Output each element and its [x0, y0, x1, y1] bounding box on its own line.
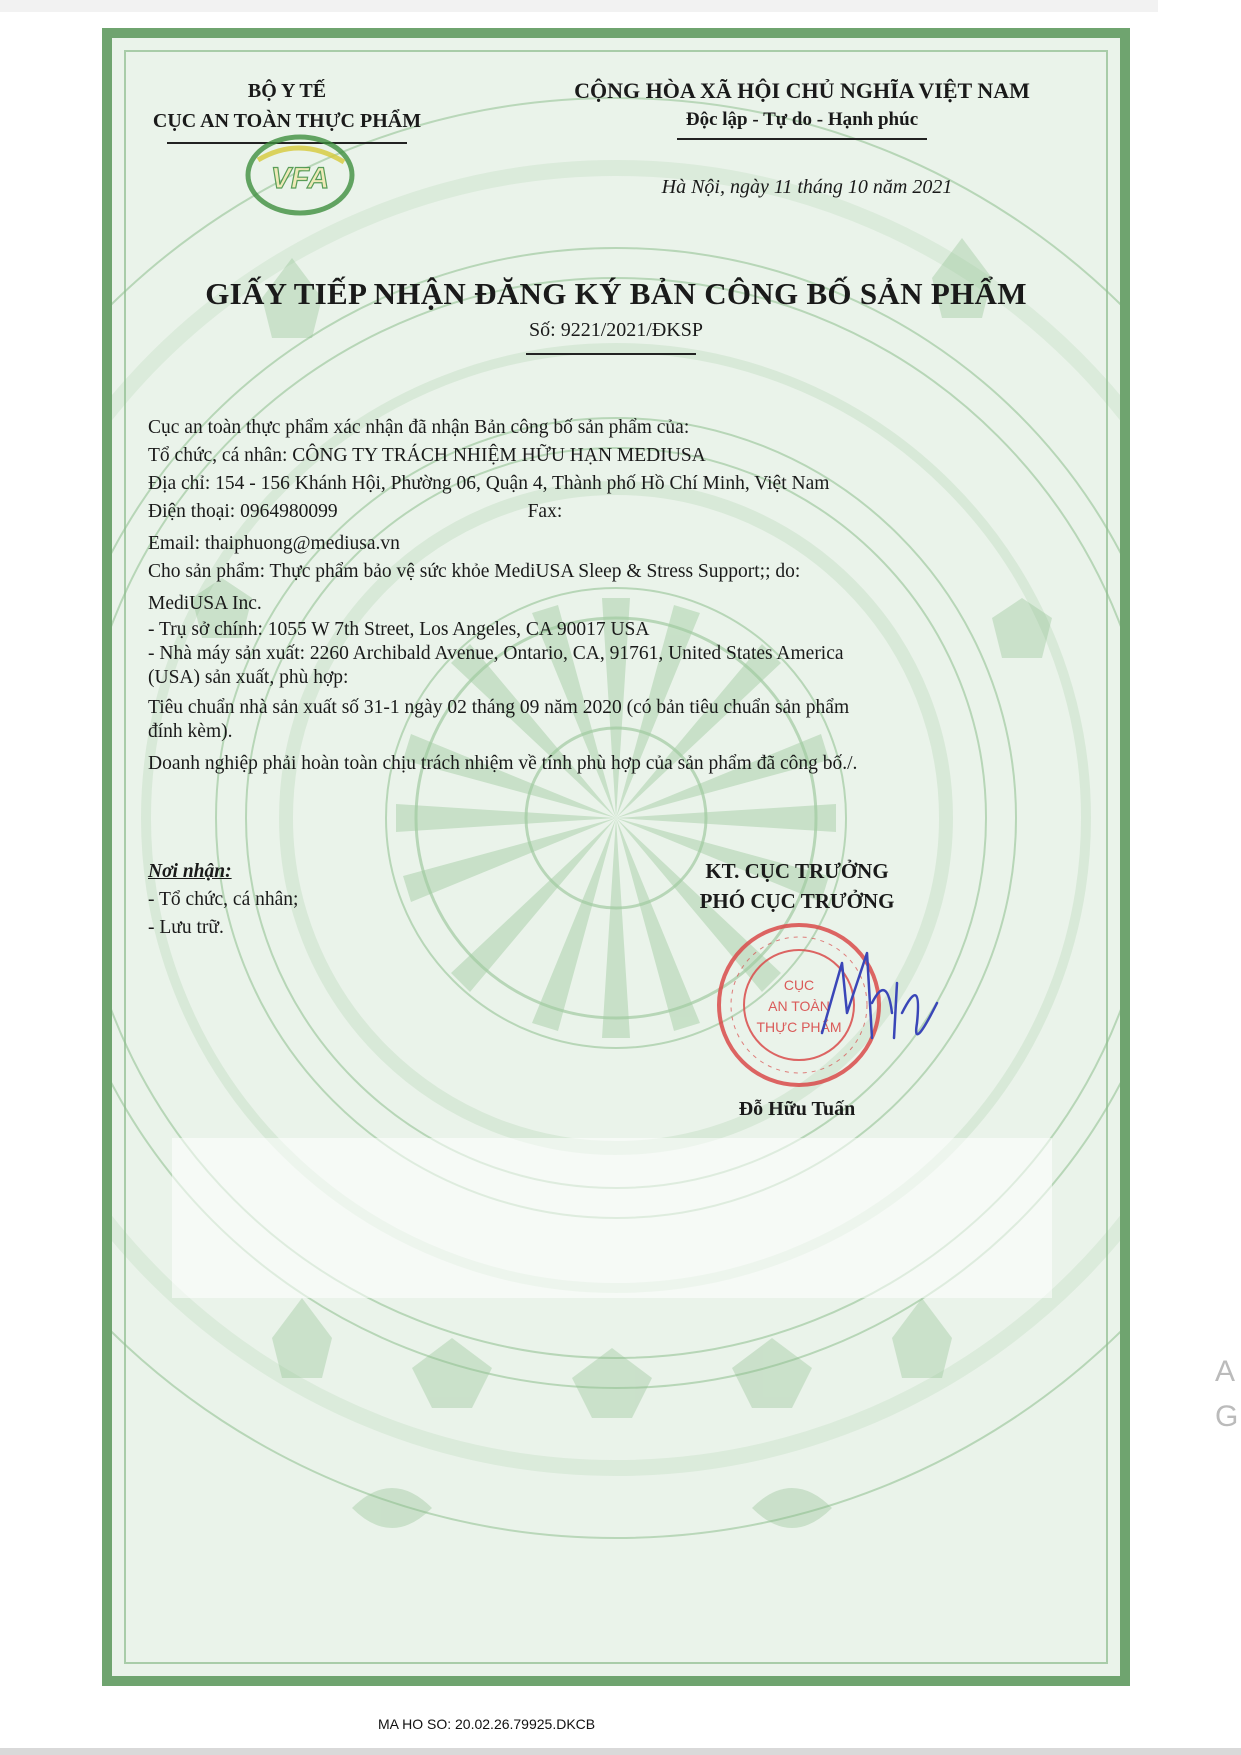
place-and-date: Hà Nội, ngày 11 tháng 10 năm 2021: [661, 176, 953, 198]
factory-line-cont: (USA) sản xuất, phù hợp:: [148, 667, 349, 688]
certificate-body: [148, 414, 1098, 778]
signatory-title-line2: PHÓ CỤC TRƯỞNG: [699, 889, 895, 913]
svg-text:AN TOÀN: AN TOÀN: [768, 998, 830, 1014]
certificate-page: [102, 28, 1130, 1686]
manufacturer-name: MediUSA Inc.: [148, 593, 262, 614]
edge-fragment-g: G: [1215, 1400, 1239, 1433]
agency-name: CỤC AN TOÀN THỰC PHẨM: [152, 110, 422, 132]
file-code: MA HO SO: 20.02.26.79925.DKCB: [378, 1716, 596, 1732]
headquarters-line: - Trụ sở chính: 1055 W 7th Street, Los Angeles, CA 90017 USA: [148, 619, 650, 640]
email-line: Email: thaiphuong@mediusa.vn: [148, 533, 400, 554]
factory-line: - Nhà máy sản xuất: 2260 Archibald Avenue, Ontario, CA, 91761, United States America: [148, 643, 844, 664]
country-name: CỘNG HÒA XÃ HỘI CHỦ NGHĨA VIỆT NAM: [574, 78, 1030, 103]
fax-text: Fax:: [527, 501, 563, 522]
handwritten-signature: [812, 943, 942, 1063]
svg-text:VFA: VFA: [270, 162, 330, 195]
organization-line: Tổ chức, cá nhân: CÔNG TY TRÁCH NHIỆM HỮU HẠN MEDIUSA: [148, 445, 706, 466]
national-header: [502, 76, 1102, 140]
recipient-item: - Tổ chức, cá nhân;: [148, 889, 299, 910]
signer-name: Đỗ Hữu Tuấn: [738, 1098, 856, 1120]
standard-line: Tiêu chuẩn nhà sản xuất số 31-1 ngày 02 tháng 09 năm 2020 (có bản tiêu chuẩn sản phẩm: [148, 697, 850, 718]
signatory-title-line1: KT. CỤC TRƯỞNG: [705, 859, 889, 883]
motto-underline: [677, 138, 927, 140]
standard-line-cont: đính kèm).: [148, 721, 233, 742]
product-line: Cho sản phẩm: Thực phẩm bảo vệ sức khỏe MediUSA Sleep & Stress Support;; do:: [148, 561, 801, 582]
bottom-edge-line: [0, 1748, 1241, 1755]
confirmation-line: Cục an toàn thực phẩm xác nhận đã nhận Bản công bố sản phẩm của:: [148, 417, 690, 438]
vfa-logo: [240, 130, 360, 220]
document-number: Số: 9221/2021/ĐKSP: [529, 319, 703, 341]
top-margin-strip: [0, 0, 1160, 12]
right-margin-strip: [1158, 0, 1241, 1755]
recipients-heading: Nơi nhận:: [148, 861, 232, 882]
signatory-title: [672, 856, 922, 916]
phone-text: Điện thoại: 0964980099: [148, 501, 338, 522]
recipient-item: - Lưu trữ.: [148, 917, 224, 938]
national-motto: Độc lập - Tự do - Hạnh phúc: [685, 109, 919, 130]
document-title: GIẤY TIẾP NHẬN ĐĂNG KÝ BẢN CÔNG BỐ SẢN PHẨM: [205, 276, 1027, 311]
recipients-block: [148, 858, 298, 942]
ministry-name: BỘ Y TẾ: [247, 80, 327, 102]
title-underline: [526, 353, 696, 355]
edge-fragment-a: A: [1215, 1355, 1236, 1388]
svg-text:THỰC PHẨM: THỰC PHẨM: [756, 1019, 842, 1035]
address-line: Địa chỉ: 154 - 156 Khánh Hội, Phường 06, Quận 4, Thành phố Hồ Chí Minh, Việt Nam: [148, 473, 830, 494]
contact-line: [148, 498, 1098, 526]
responsibility-line: Doanh nghiệp phải hoàn toàn chịu trách nhiệm về tính phù hợp của sản phẩm đã công bố./.: [148, 753, 858, 774]
svg-text:CỤC: CỤC: [783, 977, 815, 993]
